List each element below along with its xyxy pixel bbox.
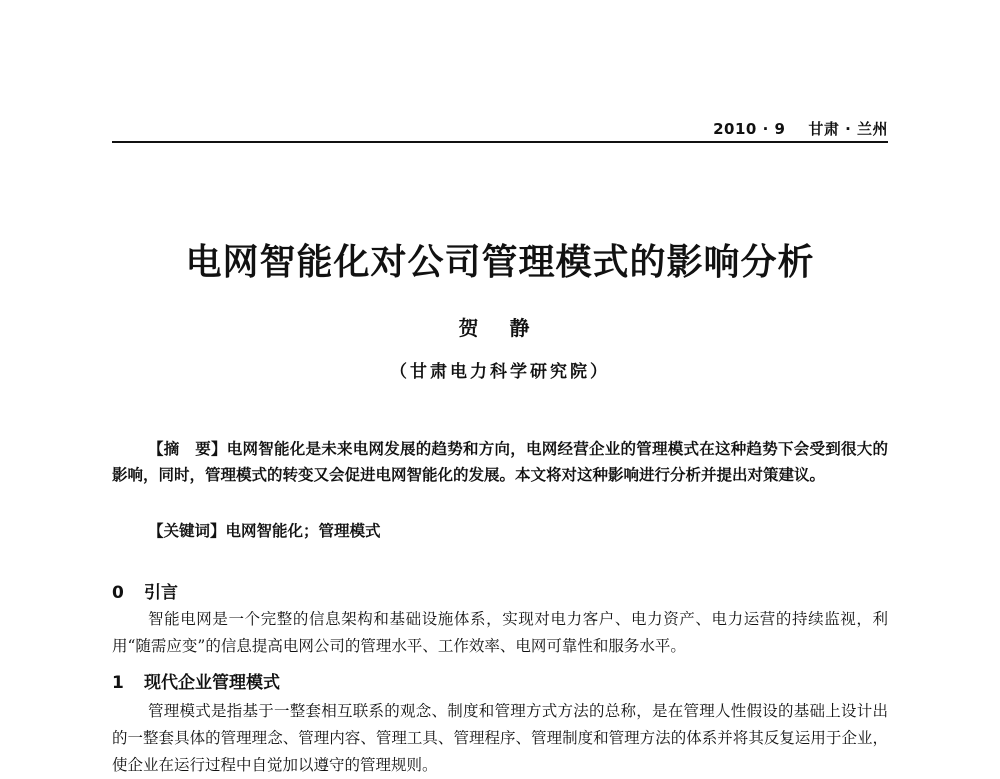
running-header <box>112 118 888 139</box>
author-name: 贺 静 <box>458 316 542 340</box>
section-number: 1 <box>112 673 124 693</box>
section-paragraph-modern-management: 管理模式是指基于一整套相互联系的观念、制度和管理方式方法的总称，是在管理人性假设的基础上设计出的一整套具体的管理理念、管理内容、管理工具、管理程序、管理制度和管理方法的体系并将其反复运用于企业，使企业在运行过程中自觉加以遵守的管理规则。 <box>112 702 888 774</box>
header-rule <box>112 141 888 143</box>
keywords <box>148 518 888 544</box>
section-heading-modern-management <box>112 668 888 693</box>
author-affiliation: （甘肃电力科学研究院） <box>390 362 610 382</box>
section-heading-intro <box>112 578 888 603</box>
conference-location: 甘肃 · 兰州 <box>808 120 888 138</box>
abstract <box>112 436 888 488</box>
paper-title: 电网智能化对公司管理模式的影响分析 <box>185 241 815 283</box>
keywords-label: 【关键词】 <box>148 521 226 540</box>
section-paragraph-intro: 智能电网是一个完整的信息架构和基础设施体系，实现对电力客户、电力资产、电力运营的持续监视，利用“随需应变”的信息提高电网公司的管理水平、工作效率、电网可靠性和服务水平。 <box>112 610 888 655</box>
issue-date: 2010 · 9 <box>713 120 786 138</box>
abstract-label: 【摘 要】 <box>148 439 227 458</box>
section-title: 引言 <box>144 583 178 603</box>
abstract-text: 电网智能化是未来电网发展的趋势和方向，电网经营企业的管理模式在这种趋势下会受到很大的影响，同时，管理模式的转变又会促进电网智能化的发展。本文将对这种影响进行分析并提出对策建议。 <box>112 439 888 484</box>
section-title: 现代企业管理模式 <box>144 673 280 693</box>
section-number: 0 <box>112 583 124 603</box>
keywords-text: 电网智能化；管理模式 <box>225 521 381 540</box>
